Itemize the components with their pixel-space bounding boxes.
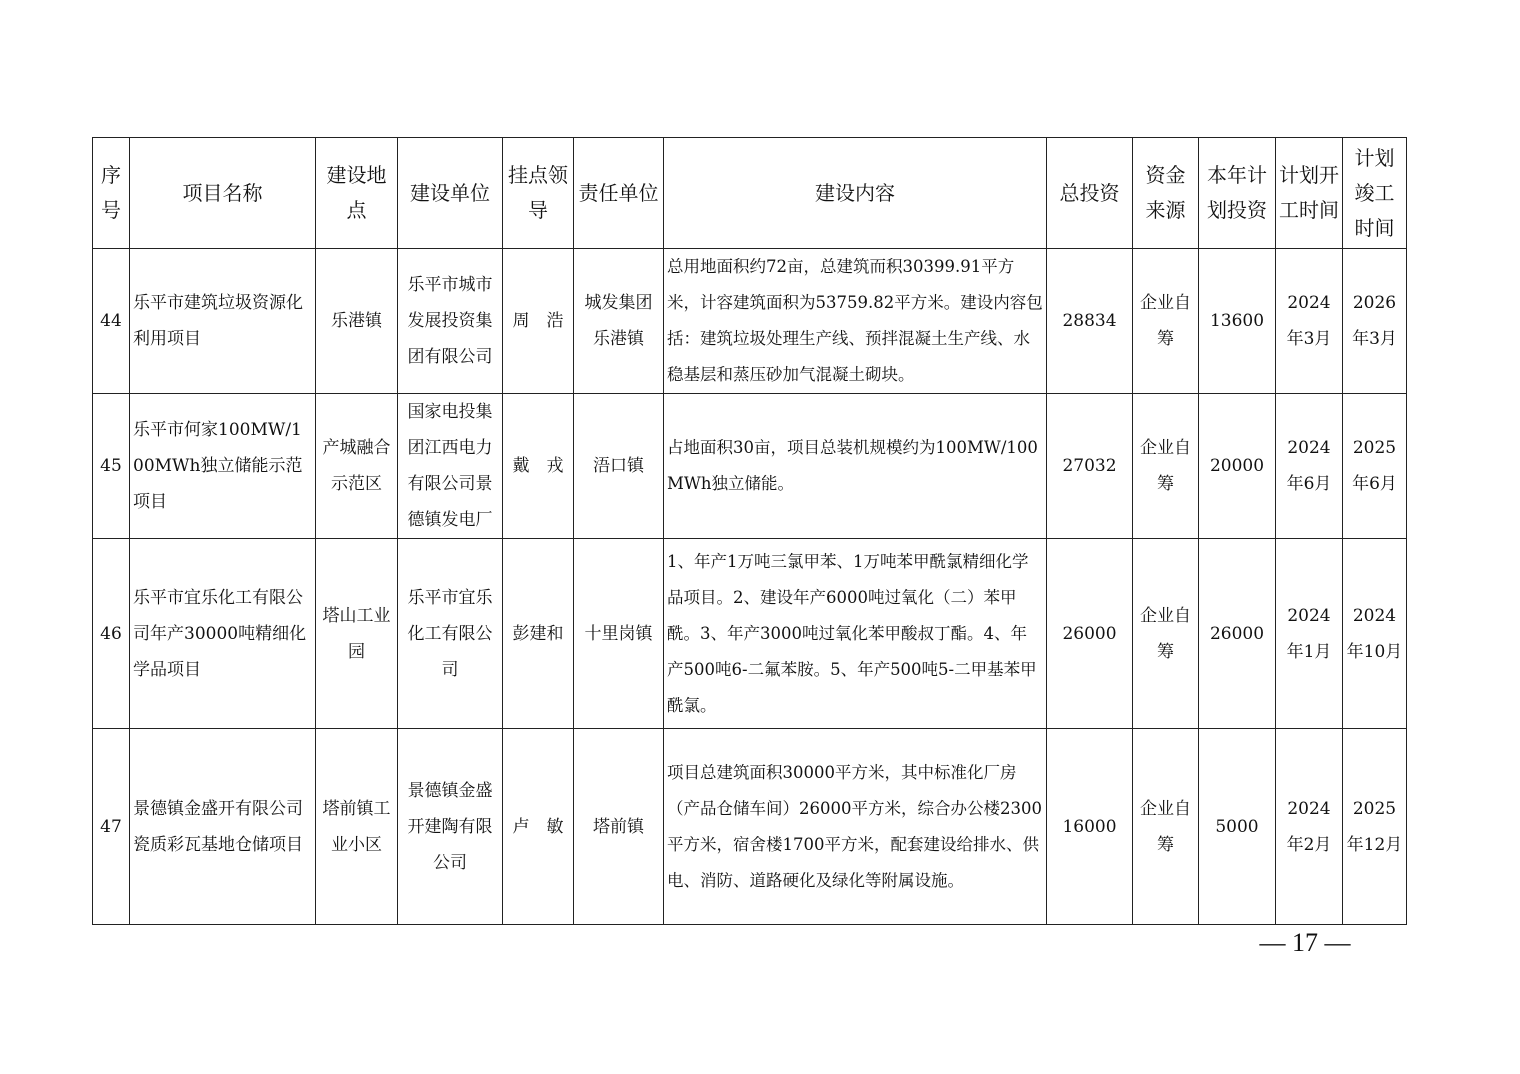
cell-seq: 47	[93, 729, 130, 925]
cell-annual-investment: 26000	[1199, 539, 1276, 729]
cell-builder: 乐平市宜乐化工有限公司	[398, 539, 503, 729]
cell-start-time: 2024年1月	[1276, 539, 1343, 729]
cell-fund-source: 企业自筹	[1133, 729, 1199, 925]
cell-content: 占地面积30亩，项目总装机规模约为100MW/100MWh独立储能。	[664, 394, 1047, 539]
header-fund-source: 资金来源	[1133, 138, 1199, 249]
header-project-name: 项目名称	[130, 138, 316, 249]
page-number: — 17 —	[1259, 928, 1351, 957]
cell-fund-source: 企业自筹	[1133, 539, 1199, 729]
cell-seq: 45	[93, 394, 130, 539]
cell-fund-source: 企业自筹	[1133, 394, 1199, 539]
cell-project-name: 景德镇金盛开有限公司瓷质彩瓦基地仓储项目	[130, 729, 316, 925]
cell-total-investment: 28834	[1047, 249, 1133, 394]
cell-end-time: 2024年10月	[1343, 539, 1407, 729]
table-row	[93, 249, 1407, 394]
project-table	[92, 137, 1407, 925]
cell-leader: 戴 戎	[503, 394, 574, 539]
table-row	[93, 394, 1407, 539]
header-leader: 挂点领导	[503, 138, 574, 249]
cell-responsible-unit: 十里岗镇	[574, 539, 664, 729]
table-row	[93, 729, 1407, 925]
cell-content: 1、年产1万吨三氯甲苯、1万吨苯甲酰氯精细化学品项目。2、建设年产6000吨过氧化（二）苯甲酰。3、年产3000吨过氧化苯甲酸叔丁酯。4、年产500吨6-二氟苯胺。5、年产500吨5-二甲基苯甲酰氯。	[664, 539, 1047, 729]
header-content: 建设内容	[664, 138, 1047, 249]
cell-start-time: 2024年3月	[1276, 249, 1343, 394]
cell-leader: 彭建和	[503, 539, 574, 729]
cell-content: 总用地面积约72亩，总建筑而积30399.91平方米，计容建筑面积为53759.82平方米。建设内容包括：建筑垃圾处理生产线、预拌混凝土生产线、水稳基层和蒸压砂加气混凝土砌块。	[664, 249, 1047, 394]
cell-end-time: 2025年6月	[1343, 394, 1407, 539]
header-annual-investment: 本年计划投资	[1199, 138, 1276, 249]
header-builder: 建设单位	[398, 138, 503, 249]
cell-annual-investment: 5000	[1199, 729, 1276, 925]
cell-location: 产城融合示范区	[316, 394, 398, 539]
cell-total-investment: 26000	[1047, 539, 1133, 729]
cell-project-name: 乐平市建筑垃圾资源化利用项目	[130, 249, 316, 394]
cell-builder: 乐平市城市发展投资集团有限公司	[398, 249, 503, 394]
cell-location: 塔山工业园	[316, 539, 398, 729]
cell-total-investment: 16000	[1047, 729, 1133, 925]
cell-annual-investment: 20000	[1199, 394, 1276, 539]
project-table-container	[92, 137, 1407, 925]
table-header-row	[93, 138, 1407, 249]
cell-responsible-unit: 塔前镇	[574, 729, 664, 925]
cell-seq: 46	[93, 539, 130, 729]
cell-start-time: 2024年6月	[1276, 394, 1343, 539]
header-total-investment: 总投资	[1047, 138, 1133, 249]
cell-fund-source: 企业自筹	[1133, 249, 1199, 394]
cell-leader: 周 浩	[503, 249, 574, 394]
cell-seq: 44	[93, 249, 130, 394]
header-end-time: 计划竣工时间	[1343, 138, 1407, 249]
cell-end-time: 2026年3月	[1343, 249, 1407, 394]
header-seq: 序号	[93, 138, 130, 249]
cell-project-name: 乐平市何家100MW/100MWh独立储能示范项目	[130, 394, 316, 539]
cell-annual-investment: 13600	[1199, 249, 1276, 394]
cell-leader: 卢 敏	[503, 729, 574, 925]
header-start-time: 计划开工时间	[1276, 138, 1343, 249]
cell-content: 项目总建筑面积30000平方米，其中标准化厂房（产品仓储车间）26000平方米，综合办公楼2300平方米，宿舍楼1700平方米，配套建设给排水、供电、消防、道路硬化及绿化等附属设施。	[664, 729, 1047, 925]
cell-end-time: 2025年12月	[1343, 729, 1407, 925]
cell-location: 乐港镇	[316, 249, 398, 394]
cell-location: 塔前镇工业小区	[316, 729, 398, 925]
cell-responsible-unit: 城发集团乐港镇	[574, 249, 664, 394]
cell-total-investment: 27032	[1047, 394, 1133, 539]
header-location: 建设地点	[316, 138, 398, 249]
cell-builder: 景德镇金盛开建陶有限公司	[398, 729, 503, 925]
table-row	[93, 539, 1407, 729]
cell-builder: 国家电投集团江西电力有限公司景德镇发电厂	[398, 394, 503, 539]
cell-project-name: 乐平市宜乐化工有限公司年产30000吨精细化学品项目	[130, 539, 316, 729]
cell-start-time: 2024年2月	[1276, 729, 1343, 925]
header-responsible-unit: 责任单位	[574, 138, 664, 249]
cell-responsible-unit: 浯口镇	[574, 394, 664, 539]
